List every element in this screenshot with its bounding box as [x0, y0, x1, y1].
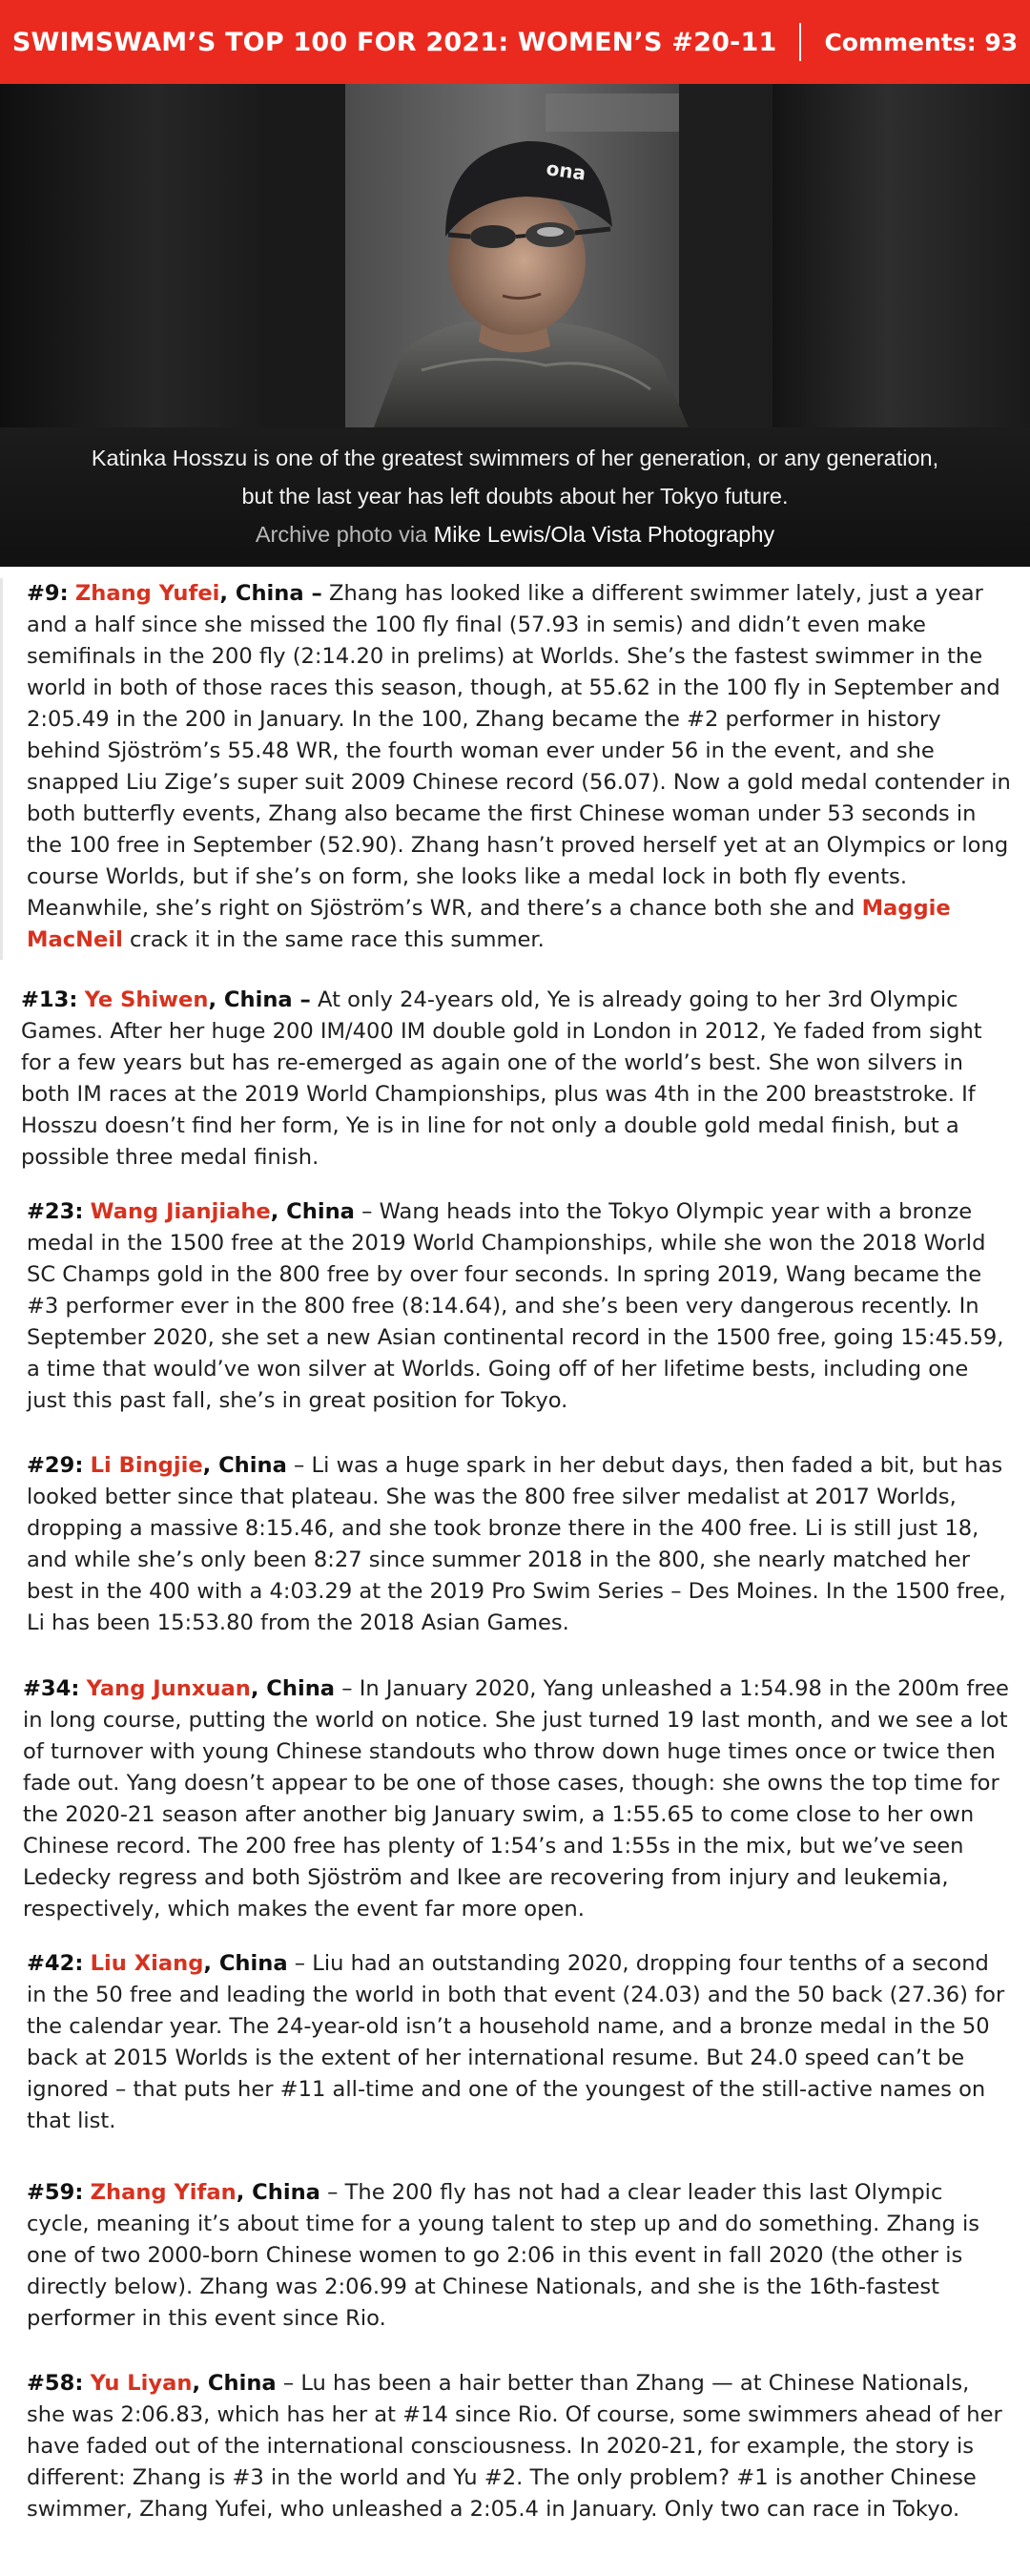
entry-body: At only 24-years old, Ye is already going to her 3rd Olympic Games. After her huge 200 IM/400 IM double gold in London in 2012, Ye faded from sight for a few years but has re-emerged as again one of the world’s best. She won silvers in both IM races at the 2019 World Championships, plus was 4th in the 200 breaststroke. If Hosszu doesn’t find her form, Ye is in line for not only a double gold medal finish, but a possible three medal finish.	[21, 987, 982, 1170]
swimmer-country: , China –	[208, 987, 311, 1012]
ranking-entry	[27, 2177, 1011, 2335]
hero-photo-area	[0, 84, 1030, 567]
rank-number: #9:	[27, 581, 69, 606]
swimmer-country: , China	[202, 1453, 287, 1478]
swimmer-name-link[interactable]: Yu Liyan	[90, 2371, 193, 2396]
ranking-entry	[27, 1450, 1011, 1639]
photo-background-right	[772, 84, 1030, 427]
rank-number: #29:	[27, 1453, 84, 1478]
header-divider	[799, 23, 801, 61]
swimmer-name-link[interactable]: Liu Xiang	[90, 1951, 204, 1976]
caption-text: Katinka Hosszu is one of the greatest swimmers of her generation, or any generation, but the last year has left doubts about her Tokyo future.	[91, 446, 939, 509]
svg-text:ona: ona	[545, 156, 587, 185]
credit-prefix: Archive photo via	[255, 522, 428, 547]
article-title[interactable]: SWIMSWAM’S TOP 100 FOR 2021: WOMEN’S #20-11	[11, 27, 777, 57]
swimmer-name-link[interactable]: Li Bingjie	[90, 1453, 203, 1478]
entry-body: – Liu had an outstanding 2020, dropping four tenths of a second in the 50 free and leading the world in both that event (24.03) and the 50 back (27.36) for the calendar year. The 24-year-old isn’t a household name, and a bronze medal in the 50 back at 2015 Worlds is the extent of her international resume. But 24.0 speed can’t be ignored – that puts her #11 all-time and one of the youngest of the still-active names on that list.	[27, 1951, 1005, 2133]
comments-count-link[interactable]: Comments: 93	[824, 28, 1019, 56]
ranking-entry	[27, 1948, 1011, 2137]
photo-caption	[86, 439, 944, 553]
swimmer-name-link[interactable]: Zhang Yufei	[74, 581, 220, 606]
credit-photographer-link[interactable]: Mike Lewis/Ola Vista Photography	[433, 522, 775, 547]
entry-body: – The 200 fly has not had a clear leader this last Olympic cycle, meaning it’s about time for a young talent to step up and do something. Zhang is one of two 2000-born Chinese women to go 2:06 in this event in fall 2020 (the other is directly below). Zhang was 2:06.99 at Chinese Nationals, and she is the 16th-fastest performer in this event since Rio.	[27, 2180, 980, 2331]
rank-number: #59:	[27, 2180, 84, 2205]
swimmer-name-link[interactable]: Yang Junxuan	[86, 1676, 251, 1701]
entry-body: – In January 2020, Yang unleashed a 1:54.98 in the 200m free in long course, putting the world on notice. She just turned 19 last month, and we see a lot of turnover with young Chinese standouts who throw down huge times once or twice then fade out. Yang doesn’t appear to be one of those cases, though: she owns the top time for the 2020-21 season after another big January swim, a 1:55.65 to come close to her own Chinese record. The 200 free has plenty of 1:54’s and 1:55s in the mix, but we’ve seen Ledecky regress and both Sjöström and Ikee are recovering from injury and leukemia, respectively, which makes the event far more open.	[23, 1676, 1009, 1922]
ranking-entry	[23, 1673, 1011, 1925]
swimmer-name-link[interactable]: Zhang Yifan	[90, 2180, 237, 2205]
entry-body: – Lu has been a hair better than Zhang — at Chinese Nationals, she was 2:06.83, which has her at #14 since Rio. Of course, some swimmers ahead of her have faded out of the international consciousness. In 2020-21, for example, the story is different: Zhang is #3 in the world and Yu #2. The only problem? #1 is another Chinese swimmer, Zhang Yufei, who unleashed a 2:05.4 in January. Only two can race in Tokyo.	[27, 2371, 1002, 2522]
swimmer-country: , China	[250, 1676, 336, 1701]
rank-number: #34:	[23, 1676, 80, 1701]
top-header-bar	[0, 0, 1030, 84]
rank-number: #58:	[27, 2371, 84, 2396]
swimmer-country: , China	[192, 2371, 277, 2396]
ranking-entry	[27, 1196, 1011, 1417]
swimmer-country: , China	[270, 1199, 355, 1224]
inline-swimmer-link[interactable]: Maggie MacNeil	[27, 896, 951, 952]
swimmer-name-link[interactable]: Wang Jianjiahe	[90, 1199, 271, 1224]
entry-body-end: crack it in the same race this summer.	[122, 927, 545, 952]
entry-body: Zhang has looked like a different swimmer lately, just a year and a half since she missed the 100 fly final (57.93 in semis) and didn’t even make semifinals in the 200 fly (2:14.20 in prelims) at Worlds. She’s the fastest swimmer in the world in both of those races this season, though, at 55.62 in the 100 fly in September and 2:05.49 in the 200 in January. In the 100, Zhang became the #2 performer in history behind Sjöström’s 55.48 WR, the fourth woman ever under 56 in the event, and she snapped Liu Zige’s super suit 2009 Chinese record (56.07). Now a gold medal contender in both butterfly events, Zhang also became the first Chinese woman under 53 seconds in the 100 free in September (52.90). Zhang hasn’t proved herself yet at an Olympics or long course Worlds, but if she’s on form, she looks like a medal lock in both fly events. Meanwhile, she’s right on Sjöström’s WR, and there’s a chance both she and	[27, 581, 1011, 921]
rank-number: #13:	[21, 987, 78, 1012]
entry-body: – Wang heads into the Tokyo Olympic year with a bronze medal in the 1500 free at the 2019 World Championships, while she won the 2018 World SC Champs gold in the 800 free by over four seconds. In spring 2019, Wang became the #3 performer ever in the 800 free (8:14.64), and she’s been very dangerous recently. In September 2020, she set a new Asian continental record in the 1500 free, going 15:45.59, a time that would’ve won silver at Worlds. Going off of her lifetime bests, including one just this past fall, she’s in great position for Tokyo.	[27, 1199, 1004, 1413]
entry-divider	[0, 578, 3, 960]
swimmer-country: , China –	[219, 581, 322, 606]
photo-credit	[86, 515, 944, 553]
rank-number: #42:	[27, 1951, 84, 1976]
entry-body: – Li was a huge spark in her debut days, then faded a bit, but has looked better since that plateau. She was the 800 free silver medalist at 2017 Worlds, dropping a massive 8:15.46, and she took bronze there in the 400 free. Li is still just 18, and while she’s only been 8:27 since summer 2018 in the 800, she nearly matched her best in the 400 with a 4:03.29 at the 2019 Pro Swim Series – Des Moines. In the 1500 free, Li has been 15:53.80 from the 2018 Asian Games.	[27, 1453, 1006, 1635]
swimmer-name-link[interactable]: Ye Shiwen	[84, 987, 209, 1012]
swimmer-country: , China	[236, 2180, 320, 2205]
photo-background-left	[0, 84, 259, 427]
swimmer-photo	[259, 84, 772, 427]
swimmer-country: , China	[203, 1951, 288, 1976]
rank-number: #23:	[27, 1199, 84, 1224]
ranking-entry	[27, 2368, 1011, 2525]
ranking-entry	[21, 985, 1011, 1174]
ranking-entry	[27, 578, 1011, 956]
